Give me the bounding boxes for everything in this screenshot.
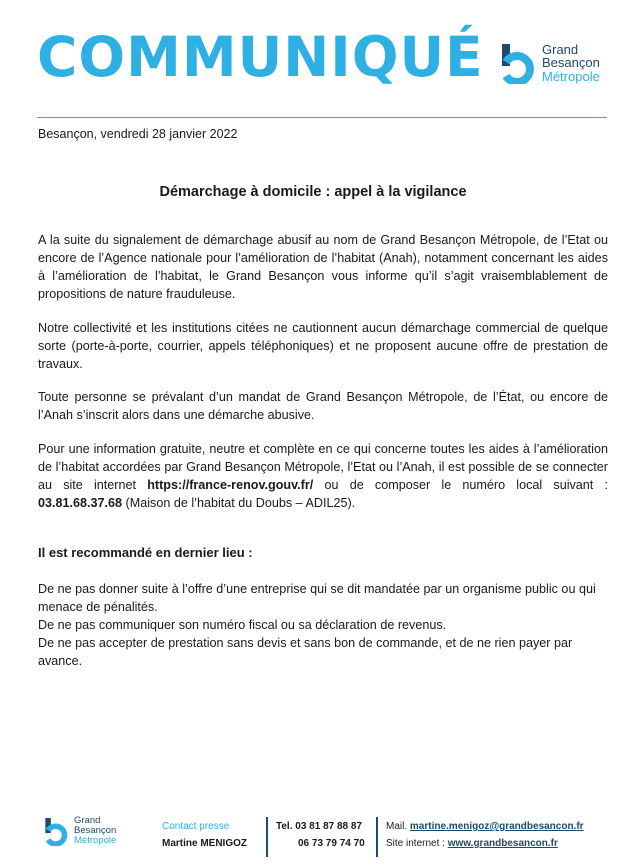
recommendation-item: De ne pas accepter de prestation sans devis et sans bon de commande, et de ne rien payer par avance.: [38, 636, 573, 668]
document-title: Démarchage à domicile : appel à la vigilance: [159, 184, 467, 200]
footer-logo-line-2: Besançon: [74, 825, 117, 837]
paragraph-1: A la suite du signalement de démarchage abusif au nom de Grand Besançon Métropole, de l’Etat ou encore de l’Agence nationale pour l’amélioration de l’habitat (Anah), notamment concernant les aides à l’amélioration de l’habitat, le Grand Besançon vous informe qu’il s’agit vraisemblablement de propositions de nature frauduleuse.: [38, 233, 608, 301]
grand-besancon-b-logo-icon: [500, 42, 538, 84]
paragraph-4: [38, 440, 608, 512]
contact-label: Contact presse: [162, 821, 230, 832]
paragraph-4-text-3: (Maison de l’habitat du Doubs – ADIL25).: [122, 496, 356, 510]
renov-link[interactable]: https://france-renov.gouv.fr/: [147, 478, 314, 492]
paragraph-4-text-2: ou de composer le numéro local suivant :: [313, 478, 609, 492]
paragraph-4-text: Pour une information gratuite, neutre et complète en ce qui concerne toutes les aides à l’amélioration de l’habitat accordées par Grand Besançon Métropole, l’Etat ou l’Anah, il est possible de se connecter au site internet: [38, 442, 608, 492]
paragraph-2: Notre collectivité et les institutions citées ne cautionnent aucun démarchage commercial de quelque sorte (porte-à-porte, courrier, appels téléphoniques) et ne proposent aucune offre de prestation de travaux.: [38, 321, 608, 371]
footer-contact: [162, 818, 247, 852]
date-line: Besançon, vendredi 28 janvier 2022: [38, 127, 238, 141]
paragraph-3: Toute personne se prévalant d’un mandat de Grand Besançon Métropole, de l’État, ou encore de l’Anah s’inscrit alors dans une démarche abusive.: [38, 390, 608, 422]
local-phone-number: 03.81.68.37.68: [38, 496, 123, 510]
footer-logo-line-1: Grand: [74, 815, 101, 827]
footer-logo: [44, 816, 116, 846]
footer-mail-site: [386, 818, 584, 852]
mail-link[interactable]: martine.menigoz@grandbesancon.fr: [409, 821, 584, 832]
contact-name: Martine MENIGOZ: [162, 838, 248, 849]
page-header-title: COMMUNIQUÉ: [37, 25, 484, 89]
header-divider: [37, 117, 607, 118]
recommendation-item: De ne pas donner suite à l’offre d’une entreprise qui se dit mandatée par un organisme public ou qui menace de pénalités.: [38, 582, 596, 614]
footer-divider: [376, 817, 378, 857]
phone-2: 06 73 79 74 70: [298, 838, 365, 849]
brand-logo: [500, 42, 600, 84]
footer-phones: [276, 818, 365, 852]
recommendation-item: De ne pas communiquer son numéro fiscal ou sa déclaration de revenus.: [38, 618, 447, 632]
mail-label: Mail.: [386, 821, 410, 832]
logo-line-3: Métropole: [542, 68, 600, 84]
grand-besancon-b-logo-icon: [44, 816, 70, 846]
recommendations-heading: Il est recommandé en dernier lieu :: [38, 545, 253, 560]
phone-1: Tel. 03 81 87 88 87: [276, 821, 362, 832]
footer-logo-line-3: Métropole: [74, 834, 117, 846]
site-label: Site internet :: [386, 838, 448, 849]
logo-line-2: Besançon: [542, 55, 600, 71]
footer-divider: [266, 817, 268, 857]
logo-line-1: Grand: [542, 41, 579, 57]
site-link[interactable]: www.grandbesancon.fr: [447, 838, 558, 849]
